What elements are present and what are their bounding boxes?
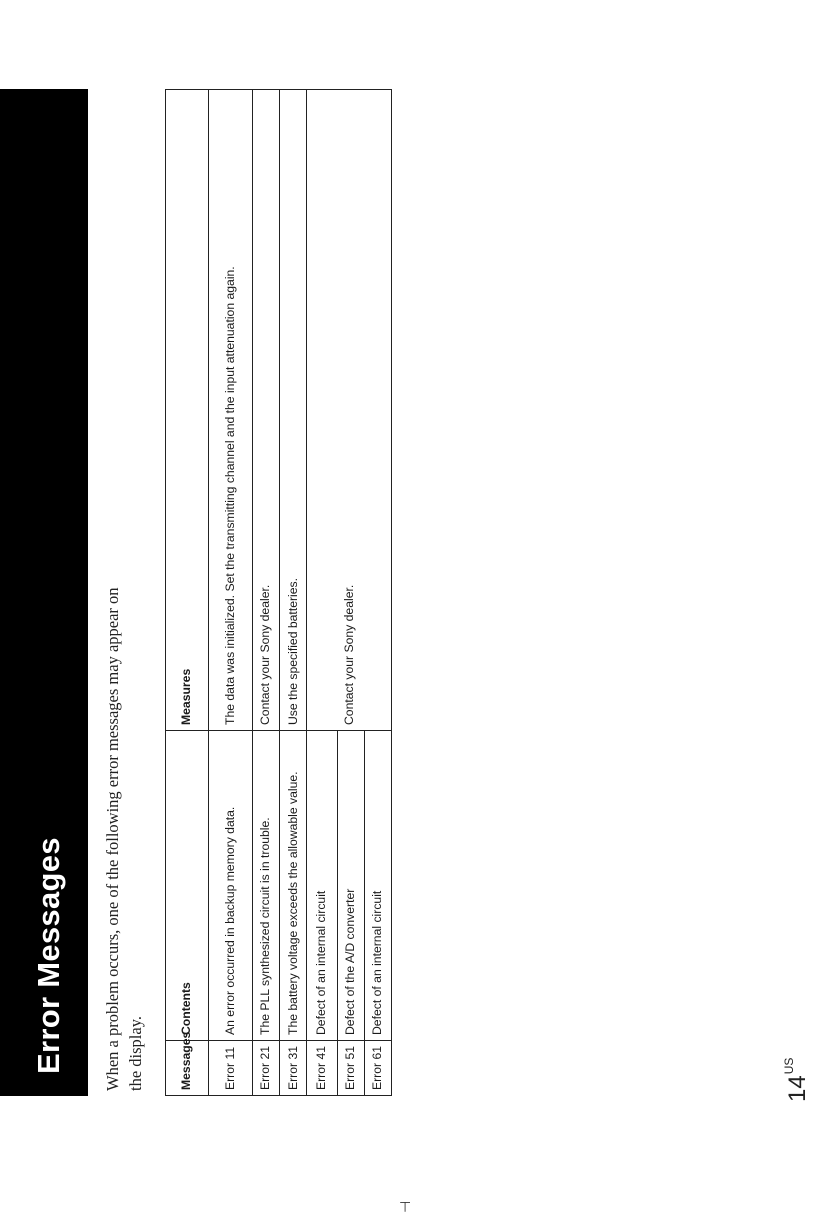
- page-title: Error Messages: [31, 837, 66, 1074]
- header-contents: Contents: [166, 731, 209, 1041]
- title-banner: [0, 89, 88, 1096]
- measure-cell: Contact your Sony dealer.: [252, 90, 279, 731]
- intro-paragraph: When a problem occurs, one of the following error messages may appear on the display.: [103, 587, 145, 1091]
- table-header-row: [166, 90, 209, 1096]
- content-cell: Defect of an internal circuit: [307, 731, 337, 1041]
- measure-cell: Use the specified batteries.: [280, 90, 307, 731]
- content-cell: An error occurred in backup memory data.: [208, 731, 252, 1041]
- message-cell: Error 11: [208, 1041, 252, 1096]
- message-cell: Error 21: [252, 1041, 279, 1096]
- message-cell: Error 41: [307, 1041, 337, 1096]
- page-number: [784, 1058, 812, 1102]
- table-row: [307, 90, 337, 1096]
- content-cell: The PLL synthesized circuit is in trouble.: [252, 731, 279, 1041]
- page-number-value: 14: [784, 1075, 811, 1102]
- header-measures: Measures: [166, 90, 209, 731]
- content-cell: Defect of an internal circuit: [364, 731, 391, 1041]
- content-cell: Defect of the A/D converter: [337, 731, 364, 1041]
- error-table: [165, 89, 392, 1096]
- table-row: [252, 90, 279, 1096]
- message-cell: Error 51: [337, 1041, 364, 1096]
- content-cell: The battery voltage exceeds the allowable value.: [280, 731, 307, 1041]
- page-number-suffix: US: [782, 1057, 796, 1075]
- measure-cell: The data was initialized. Set the transmitting channel and the input attenuation again.: [208, 90, 252, 731]
- crop-mark-icon: ⊣: [397, 1200, 413, 1213]
- table-row: [208, 90, 252, 1096]
- header-messages: Messages: [166, 1041, 209, 1096]
- message-cell: Error 31: [280, 1041, 307, 1096]
- table-row: [280, 90, 307, 1096]
- message-cell: Error 61: [364, 1041, 391, 1096]
- measure-cell: Contact your Sony dealer.: [307, 90, 392, 731]
